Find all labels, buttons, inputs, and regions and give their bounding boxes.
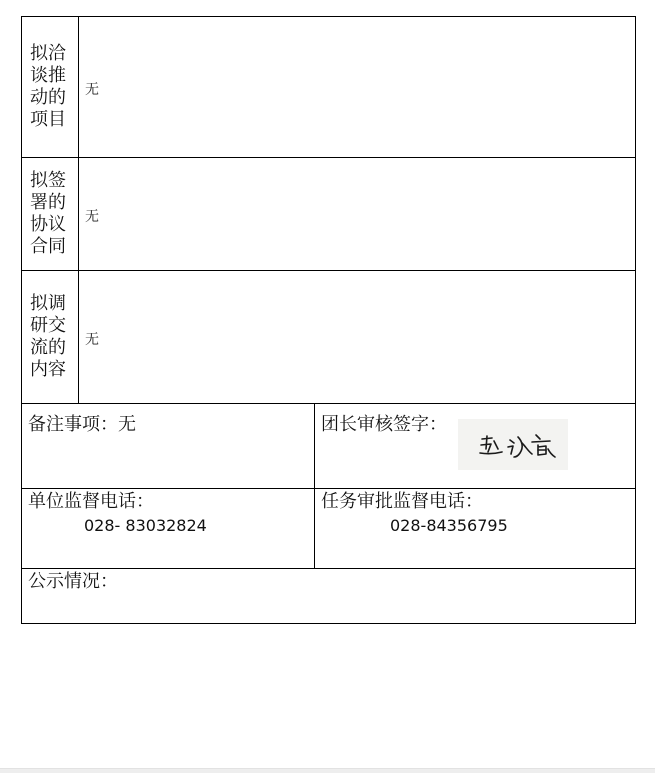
research-label: 拟调研交流的内容 <box>30 293 66 380</box>
remarks-label: 备注事项：无 <box>28 414 136 435</box>
signature-image <box>458 419 568 470</box>
handwritten-signature <box>458 419 568 470</box>
row-divider <box>21 270 636 271</box>
row-label-cell <box>22 17 78 157</box>
row-label-cell <box>22 158 78 270</box>
row-divider <box>21 568 636 569</box>
projects-label: 拟洽谈推动的项目 <box>30 43 66 130</box>
task-phone-number: 028-84356795 <box>390 516 508 535</box>
row-divider <box>21 488 636 489</box>
leader-signature-label: 团长审核签字： <box>321 414 447 435</box>
row-divider <box>21 157 636 158</box>
column-divider <box>314 403 315 568</box>
publicity-label: 公示情况： <box>28 571 118 592</box>
row-label-cell <box>22 271 78 403</box>
projects-value: 无 <box>85 82 99 98</box>
page-bottom-edge <box>0 768 655 773</box>
column-divider <box>78 16 79 403</box>
row-divider <box>21 403 636 404</box>
agreements-value: 无 <box>85 209 99 225</box>
task-phone-label: 任务审批监督电话： <box>321 491 483 512</box>
unit-phone-number: 028- 83032824 <box>84 516 207 535</box>
unit-phone-label: 单位监督电话： <box>28 491 154 512</box>
agreements-label: 拟签署的协议合同 <box>30 170 66 257</box>
research-value: 无 <box>85 332 99 348</box>
